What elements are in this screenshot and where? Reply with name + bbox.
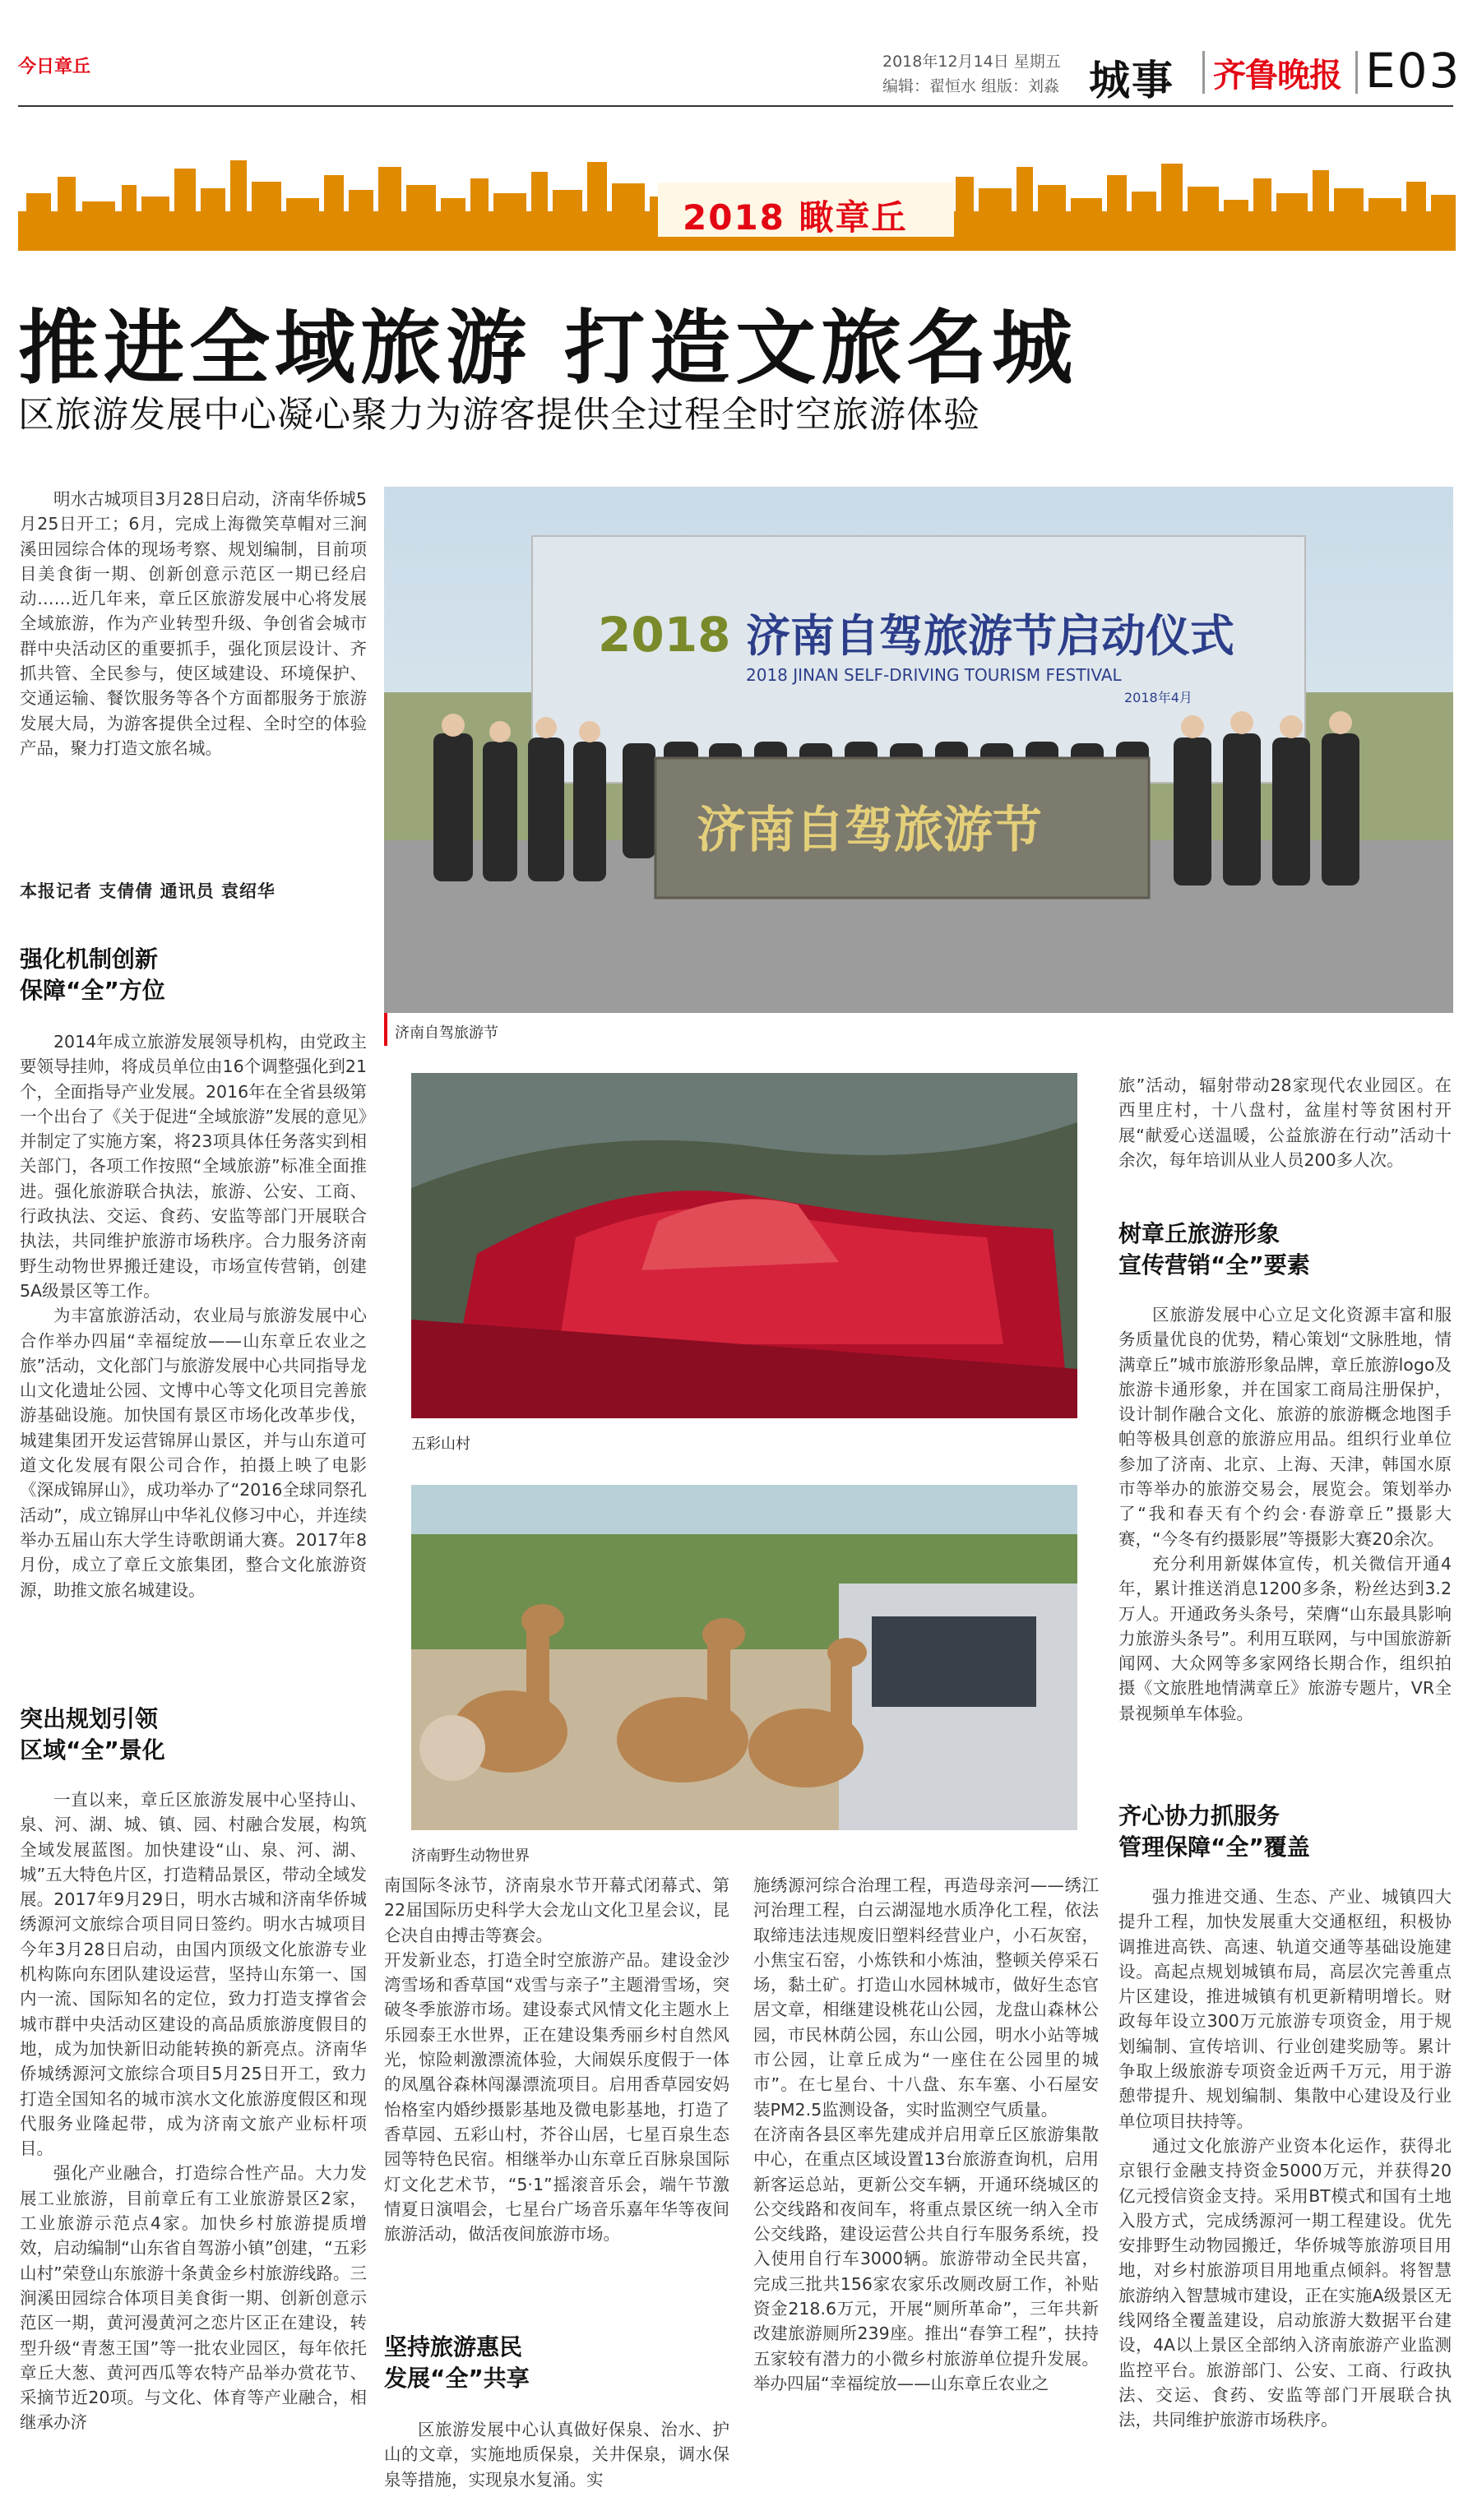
section-body: 一直以来，章丘区旅游发展中心坚持山、泉、河、湖、城、镇、园、村融合发展，构筑全域发展蓝图。加快建设“山、泉、河、湖、城”五大特色片区，打造精品景区，带动全域发展。2017年9月29日，明水古城和济南华侨城绣源河文旅综合项目同日签约。明水古城项目今年3月28日启动，由国内顶级文化旅游专业机构陈向东团队建设运营，坚持山东第一、国内一流、国际知名的定位，致力打造支撑省会城市群中央活动区建设的高品质旅游度假目的地，成为加快新旧动能转换的新亮点。济南华侨城绣源河文旅综合项目5月25日开工，致力打造全国知名的城市滨水文化旅游度假区和现代服务业隆起带，成为济南文旅产业标杆项目。 强化产业融合，打造综合性产品。大力发展工业旅游，目前章丘有工业旅游景区2家，工业旅游示范点4家。加快乡村旅游提质增效，启动编制“山东省自驾游小镇”创建，“五彩山村”荣登山东旅游十条黄金乡村旅游线路。三涧溪田园综合体项目美食街一期、创新创意示范区一期，黄河漫黄河之恋片区正在建设，转型升级“青葱王国”等一批农业园区，每年依托章丘大葱、黄河西瓜等农特产品举办赏花节、采摘节近20项。与文化、体育等产业融合，相继承办济 <box>20 1790 367 2433</box>
section-title: 强化机制创新 <box>20 946 159 973</box>
headline: 推进全域旅游 打造文旅名城 <box>18 302 1078 395</box>
photo-caption: 济南自驾旅游节 <box>395 1024 498 1042</box>
subheadline: 区旅游发展中心凝心聚力为游客提供全过程全时空旅游体验 <box>18 394 980 436</box>
middle-column-2: 施绣源河综合治理工程，再造母亲河——绣江河治理工程，白云湖湿地水质净化工程，依法取缔违法违规废旧塑料经营业户，小石灰窑，小焦宝石窑，小炼铁和小炼油，整顿关停采石场，黏土矿。打造山水园林城市，做好生态官居文章，相继建设桃花山公园，龙盘山森林公园，市民林荫公园，东山公园，明水小站等城市公园，让章丘成为“一座住在公园里的城市”。在七星台、十八盘、东车塞、小石屋安装PM2.5监测设备，实时监测空气质量。 在济南各县区率先建成并启用章丘区旅游集散中心，在重点区域设置13台旅游查询机，启用新客运总站，更新公交车辆，开通环绕城区的公交线路和夜间车，将重点景区统一纳入全市公交线路，建设运营公共自行车服务系统，投入使用自行车3000辆。旅游带动全民共富，完成三批共156家农家乐改厕改厨工作，补贴资金218.6万元，开展“厕所革命”，三年共新改建旅游厕所239座。推出“春笋工程”，扶持五家较有潜力的小微乡村旅游单位提升发展。举办四届“幸福绽放——山东章丘农业之 <box>753 1875 1099 2393</box>
header-divider <box>1355 51 1358 94</box>
section-body: 2014年成立旅游发展领导机构，由党政主要领导挂帅，将成员单位由16个调整强化到21个，全面指导产业发展。2016年在全省县级第一个出台了《关于促进“全域旅游”发展的意见》并制定了实施方案，将23项具体任务落实到相关部门，各项工作按照“全域旅游”标准全面推进。强化旅游联合执法，旅游、公安、工商、行政执法、交运、食药、安监等部门开展联合执法，共同维护旅游市场秩序。合力服务济南野生动物世界搬迁建设，市场宣传营销，创建5A级景区等工作。 为丰富旅游活动，农业局与旅游发展中心合作举办四届“幸福绽放——山东章丘农业之旅”活动，文化部门与旅游发展中心共同指导龙山文化遗址公园、文博中心等文化项目完善旅游基础设施。加快国有景区市场化改革步伐，城建集团开发运营锦屏山景区，并与山东道可道文化发展有限公司合作，拍摄上映了电影《深成锦屏山》，成功举办了“2016全球同祭孔活动”，成立锦屏山中华礼仪修习中心，并连续举办五届山东大学生诗歌朗诵大赛。2017年8月份，成立了章丘文旅集团，整合文化旅游资源，助推文旅名城建设。 <box>20 1032 367 1600</box>
podium-text: 济南自驾旅游节 <box>697 802 1042 859</box>
issue-date: 2018年12月14日 星期五 <box>882 53 1061 71</box>
section-body: 区旅游发展中心立足文化资源丰富和服务质量优良的优势，精心策划“文脉胜地，情满章丘”城市旅游形象品牌，章丘旅游logo及旅游卡通形象，并在国家工商局注册保护，设计制作融合文化、旅游的旅游概念地图手帕等极具创意的旅游应用品。组织行业单位参加了济南、北京、上海、天津，韩国水原市等举办的旅游交易会，展览会。策划举办了“我和春天有个约会·春游章丘”摄影大赛，“今冬有约摄影展”等摄影大赛20余次。 充分利用新媒体宣传，机关微信开通4年，累计推送消息1200多条，粉丝达到3.2万人。开通政务头条号，荣膺“山东最具影响力旅游头条号”。利用互联网，与中国旅游新闻网、大众网等多家网络长期合作，组织拍摄《文旅胜地情满章丘》旅游专题片，VR全景视频单车体验。 <box>1118 1305 1452 1723</box>
section-mechanism <box>20 944 367 1602</box>
section-name: 城事 <box>1089 57 1174 104</box>
dateline <box>882 49 1061 99</box>
ceremony-image <box>384 487 1453 1013</box>
editors-credit: 编辑：翟恒水 组版：刘淼 <box>882 77 1060 95</box>
section-title: 发展“全”共享 <box>384 2365 530 2392</box>
section-title: 管理保障“全”覆盖 <box>1118 1833 1310 1861</box>
board-english: 2018 JINAN SELF-DRIVING TOURISM FESTIVAL <box>746 665 1122 685</box>
section-title: 保障“全”方位 <box>20 977 165 1004</box>
photo-caption: 五彩山村 <box>411 1436 470 1453</box>
newspaper-logo: 齐鲁晚报 <box>1213 56 1341 95</box>
photo-village <box>411 1073 1077 1418</box>
header-rule <box>18 105 1453 107</box>
lead-paragraph: 明水古城项目3月28日启动，济南华侨城5月25日开工；6月，完成上海微笑草帽对三涧溪田园综合体的现场考察、规划编制，目前项目美食街一期、创新创意示范区一期已经启动……近几年来，章丘区旅游发展中心将发展全域旅游，作为产业转型升级、争创省会城市群中央活动区的重要抓手，强化顶层设计、齐抓共管、全民参与，使区域建设、环境保护、交通运输、餐饮服务等各个方面都服务于旅游发展大局，为游客提供全过程、全时空的体验产品，聚力打造文旅名城。 <box>20 489 367 758</box>
board-title: 济南自驾旅游节启动仪式 <box>746 610 1234 662</box>
photo-ceremony <box>384 487 1453 1013</box>
section-benefit <box>384 2332 729 2492</box>
section-title: 树章丘旅游形象 <box>1118 1220 1280 1247</box>
middle-column-1: 南国际冬泳节，济南泉水节开幕式闭幕式、第22届国际历史科学大会龙山文化卫星会议，昆仑决自由搏击等赛会。 开发新业态，打造全时空旅游产品。建设金沙湾雪场和香草国“戏雪与亲子”主题滑雪场，突破冬季旅游市场。建设泰式风情文化主题水上乐园泰王水世界，正在建设集秀丽乡村自然风光，惊险刺激漂流体验，大闹娱乐度假于一体的凤凰谷森林闯瀑漂流项目。启用香草园安妈怡格室内婚纱摄影基地及微电影基地，打造了香草园、五彩山村，芥谷山居，七星百泉生态园等特色民宿。相继举办山东章丘百脉泉国际灯文化艺术节，“5·1”摇滚音乐会，端午节激情夏日演唱会，七星台广场音乐嘉年华等夜间旅游活动，做活夜间旅游市场。 <box>384 1875 729 2245</box>
section-service <box>1118 1801 1452 2433</box>
right-column-intro: 旅”活动，辐射带动28家现代农业园区。在西里庄村，十八盘村，盆崖村等贫困村开展“献爱心送温暖，公益旅游在行动”活动十余次，每年培训从业人员200多人次。 <box>1118 1075 1452 1170</box>
village-image <box>411 1073 1077 1418</box>
section-title: 坚持旅游惠民 <box>384 2333 523 2360</box>
section-title: 宣传营销“全”要素 <box>1118 1251 1310 1278</box>
section-image <box>1118 1218 1452 1726</box>
section-title: 突出规划引领 <box>20 1705 159 1732</box>
board-date: 2018年4月 <box>1124 690 1192 705</box>
page-number: E03 <box>1365 43 1461 99</box>
photo-caption: 济南野生动物世界 <box>411 1847 530 1865</box>
photo-wildlife <box>411 1485 1077 1830</box>
banner-label: 2018 瞰章丘 <box>683 197 908 238</box>
section-planning <box>20 1704 367 2435</box>
section-title: 区域“全”景化 <box>20 1736 165 1764</box>
caption-marker <box>384 1013 387 1046</box>
section-body: 区旅游发展中心认真做好保泉、治水、护山的文章，实施地质保泉，关井保泉，调水保泉等措施，实现泉水复涌。实 <box>384 2420 729 2490</box>
section-title: 齐心协力抓服务 <box>1118 1802 1280 1829</box>
header-divider <box>1202 51 1205 94</box>
board-year: 2018 <box>598 607 731 663</box>
column-kicker: 今日章丘 <box>18 57 91 77</box>
byline: 本报记者 支倩倩 通讯员 袁绍华 <box>20 881 276 901</box>
section-body: 强力推进交通、生态、产业、城镇四大提升工程，加快发展重大交通枢纽，积极协调推进高铁、高速、轨道交通等基础设施建设。高起点规划城镇布局，高层次完善重点片区建设，推进城镇有机更新精明增长。财政每年设立300万元旅游专项资金，用于规划编制、宣传培训、行业创建奖励等。累计争取上级旅游专项资金近两千万元，用于游憩带提升、规划编制、集散中心建设及行业单位项目扶持等。 通过文化旅游产业资本化运作，获得北京银行金融支持资金5000万元，并获得20亿元授信资金支持。采用BT模式和国有土地入股方式，完成绣源河一期工程建设。优先安排野生动物园搬迁，华侨城等旅游项目用地，对乡村旅游项目用地重点倾斜。将智慧旅游纳入智慧城市建设，正在实施A级景区无线网络全覆盖建设，启动旅游大数据平台建设，4A以上景区全部纳入济南旅游产业监测监控平台。旅游部门、公安、工商、行政执法、交运、食药、安监等部门开展联合执法，共同维护旅游市场秩序。 <box>1118 1887 1452 2430</box>
wildlife-image <box>411 1485 1077 1830</box>
